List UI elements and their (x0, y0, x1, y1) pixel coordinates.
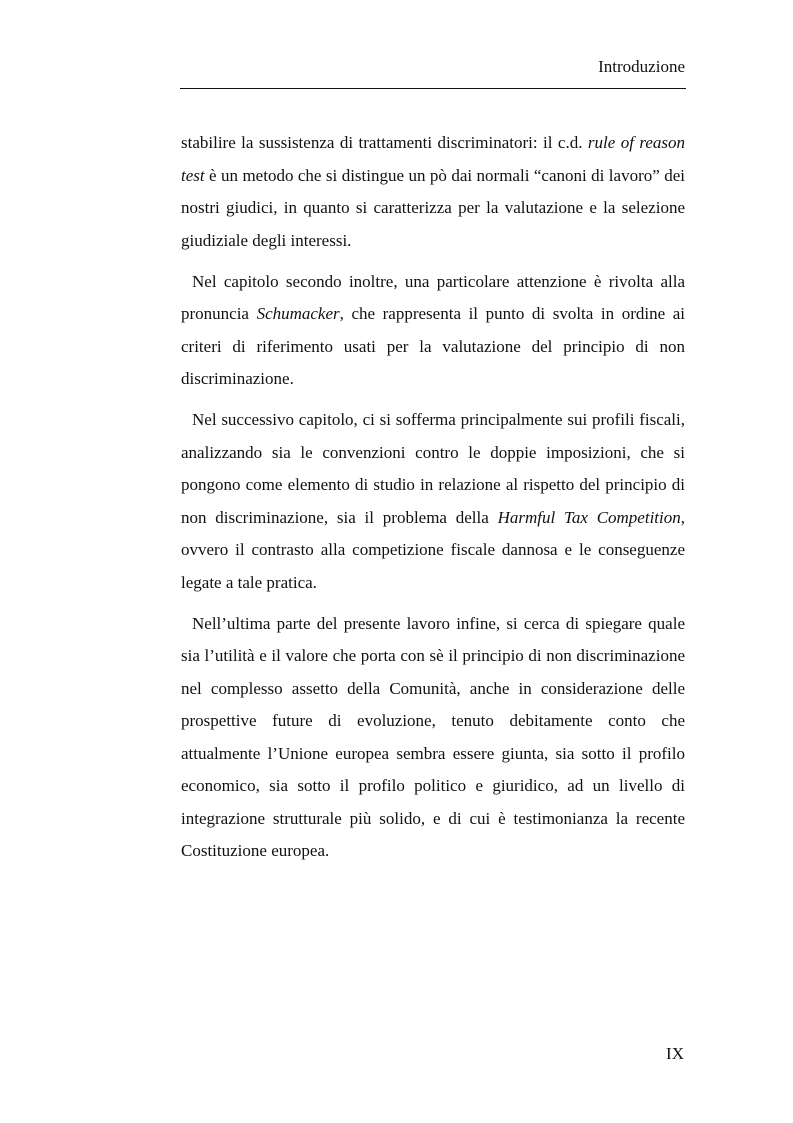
paragraph-2-italic: Schumacker (256, 304, 340, 323)
paragraph-3-text-b: , ovvero il contrasto alla competizione fiscale dannosa e le conseguenze legate a tale pratica. (181, 507, 685, 592)
header-rule (180, 88, 686, 89)
paragraph-4: Nell’ultima parte del presente lavoro infine, si cerca di spiegare quale sia l’utilità e il valore che porta con sè il principio di non discriminazione nel complesso assetto della Comunità, anche in considerazione delle prospettive future di evoluzione, tenuto debitamente conto che attualmente l’Unione europea sembra essere giunta, sia sotto il profilo economico, sia sotto il profilo politico e giuridico, ad un livello di integrazione strutturale più solido, e di cui è testimonianza la recente Costituzione europea. (181, 613, 685, 860)
paragraph-1-text-b: è un metodo che si distingue un pò dai normali “canoni di lavoro” dei nostri giudici, in quanto si caratterizza per la valutazione e la selezione giudiziale degli interessi. (181, 165, 685, 250)
paragraph-1-italic: rule of reason test (181, 133, 685, 185)
body-text (181, 127, 685, 876)
paragraph-1 (181, 127, 685, 257)
paragraph-3-text-a: Nel successivo capitolo, ci si sofferma principalmente sui profili fiscali, analizzando sia le convenzioni contro le doppie imposizioni, che si pongono come elemento di studio in relazione al rispetto del principio di non discriminazione, sia il problema della (181, 410, 685, 527)
running-head-title: Introduzione (598, 57, 685, 76)
paragraph-2-text-b: , che rappresenta il punto di svolta in ordine ai criteri di riferimento usati per la valutazione del principio di non discriminazione. (181, 304, 685, 388)
paragraph-2 (181, 266, 685, 396)
paragraph-1-text-a: stabilire la sussistenza di trattamenti discriminatori: il c.d. (181, 133, 588, 152)
page-number: IX (666, 1044, 684, 1063)
paragraph-2-text-a: Nel capitolo secondo inoltre, una particolare attenzione è rivolta alla pronuncia (181, 271, 685, 323)
paragraph-3-italic: Harmful Tax Competition (497, 507, 681, 527)
paragraph-3 (181, 404, 685, 599)
